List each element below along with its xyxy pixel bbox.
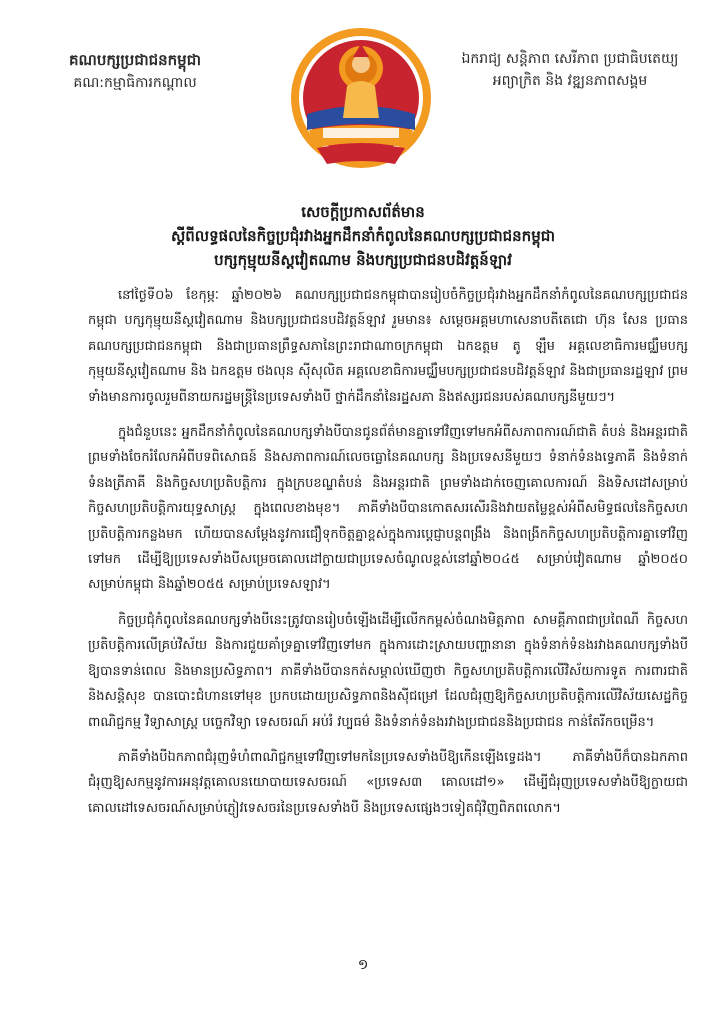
paragraph-3: កិច្ចប្រជុំកំពូលនៃគណបក្សទាំងបីនេះត្រូវបានរៀបចំឡើងដើម្បីលើកកម្ពស់ចំណងមិត្តភាព សាមគ្គីភាពជាប្រពៃណី កិច្ចសហប្រតិបត្តិការលើគ្រប់វិស័យ និងការជួយគាំទ្រគ្នាទៅវិញទៅមក ក្នុងការដោះស្រាយបញ្ហានានា ក្នុងទំនាក់ទំនងរវាងគណបក្សទាំងបី ឱ្យបានទាន់ពេល និងមានប្រសិទ្ធភាព។ ភាគីទាំងបីបានកត់សម្គាល់ឃើញថា កិច្ចសហប្រតិបត្តិការលើវិស័យការទូត ការពារជាតិ និងសន្តិសុខ បានបោះជំហានទៅមុខ ប្រកបដោយប្រសិទ្ធភាពនិងស៊ីជម្រៅ ដែលជំរុញឱ្យកិច្ចសហប្រតិបត្តិការលើវិស័យសេដ្ឋកិច្ច ពាណិជ្ជកម្ម វិទ្យាសាស្ត្រ បច្ចេកវិទ្យា ទេសចរណ៍ អប់រំ វប្បធម៌ និងទំនាក់ទំនងរវាងប្រជាជននិងប្រជាជន កាន់តែរីកចម្រើន។ bbox=[88, 612, 688, 730]
party-emblem-logo bbox=[287, 26, 435, 176]
title-press-release: សេចក្តីប្រកាសព័ត៌មាន bbox=[301, 203, 425, 221]
paragraph-4: ភាគីទាំងបីឯកភាពជំរុញទំហំពាណិជ្ជកម្មទៅវិញទៅមកនៃប្រទេសទាំងបីឱ្យកើនឡើងទ្វេដង។ ភាគីទាំងបីក៏បានឯកភាពជំរុញឱ្យសកម្មនូវការអនុវត្តគោលនយោបាយទេសចរណ៍ «ប្រទេស៣ គោលដៅ១» ដើម្បីជំរុញប្រទេសទាំងបីឱ្យក្លាយជាគោលដៅទេសចរណ៍សម្រាប់ភ្ញៀវទេសចរនៃប្រទេសទាំងបី និងប្រទេសផ្សេងៗទៀតជុំវិញពិភពលោក។ bbox=[88, 749, 688, 816]
motto-line-1: ឯករាជ្យ សន្តិភាព សេរីភាព ប្រជាធិបតេយ្យ bbox=[461, 51, 679, 67]
document-title bbox=[40, 200, 686, 272]
page-number: ១ bbox=[357, 957, 369, 973]
title-subject-line-1: ស្តីពីលទ្ធផលនៃកិច្ចប្រជុំរវាងអ្នកដឹកនាំកំពូលនៃគណបក្សប្រជាជនកម្ពុជា bbox=[170, 227, 555, 245]
title-subject-line-2: បក្សកុម្មុយនីស្តវៀតណាម និងបក្សប្រជាជនបដិវត្តន៍ឡាវ bbox=[214, 251, 512, 269]
paragraph-1: នៅថ្ងៃទី០៦ ខែកុម្ភៈ ឆ្នាំ២០២៦ គណបក្សប្រជាជនកម្ពុជាបានរៀបចំកិច្ចប្រជុំរវាងអ្នកដឹកនាំកំពូលនៃគណបក្សប្រជាជនកម្ពុជា បក្សកុម្មុយនីស្តវៀតណាម និងបក្សប្រជាជនបដិវត្តន៍ឡាវ រួមមាន៖ សម្តេចអគ្គមហាសេនាបតីតេជោ ហ៊ុន សែន ប្រធានគណបក្សប្រជាជនកម្ពុជា និងជាប្រធានព្រឹទ្ធសភានៃព្រះរាជាណាចក្រកម្ពុជា ឯកឧត្តម តូ ឡឹម អគ្គលេខាធិការមជ្ឈឹមបក្សកុម្មុយនីស្តវៀតណាម និង ឯកឧត្តម ថងលុន ស៊ីសុលិត អគ្គលេខាធិការមជ្ឈឹមបក្សប្រជាជនបដិវត្តន៍ឡាវ និងជាប្រធានរដ្ឋឡាវ ព្រមទាំងមានការចូលរួមពីនាយករដ្ឋមន្ត្រីនៃប្រទេសទាំងបី ថ្នាក់ដឹកនាំនៃរដ្ឋសភា និងឥស្សរជនរបស់គណបក្សនីមួយៗ។ bbox=[88, 288, 688, 405]
kingdom-motto bbox=[440, 48, 700, 92]
party-name: គណបក្សប្រជាជនកម្ពុជា bbox=[69, 51, 201, 69]
paragraph-2: ក្នុងជំនួបនេះ អ្នកដឹកនាំកំពូលនៃគណបក្សទាំងបីបានជូនព័ត៌មានគ្នាទៅវិញទៅមកអំពីសភាពការណ៍ជាតិ តំបន់ និងអន្តរជាតិ ព្រមទាំងចែករំលែកអំពីបទពិសោធន៍ និងសភាពការណ៍លេចធ្លោនៃគណបក្ស និងប្រទេសនីមួយៗ ទំនាក់ទំនងទ្វេភាគី និងទំនាក់ទំនងត្រីភាគី និងកិច្ចសហប្រតិបត្តិការ ក្នុងក្របខណ្ឌតំបន់ និងអន្តរជាតិ ព្រមទាំងដាក់ចេញគោលការណ៍ និងទិសដៅសម្រាប់កិច្ចសហប្រតិបត្តិការយុទ្ធសាស្ត្រ ក្នុងពេលខាងមុខ។ ភាគីទាំងបីបានកោតសរសើរនិងវាយតម្លៃខ្ពស់អំពីសមិទ្ធផលនៃកិច្ចសហប្រតិបត្តិការកន្លងមក ហើយបានសម្តែងនូវការជឿទុកចិត្តគ្នាខ្ពស់ក្នុងការប្តេជ្ញាបន្តពង្រឹង និងពង្រីកកិច្ចសហប្រតិបត្តិការគ្នាទៅវិញទៅមក ដើម្បីឱ្យប្រទេសទាំងបីសម្រេចគោលដៅក្លាយជាប្រទេសចំណូលខ្ពស់នៅឆ្នាំ២០៤៥ សម្រាប់វៀតណាម ឆ្នាំ២០៥០ សម្រាប់កម្ពុជា និងឆ្នាំ២០៥៥ សម្រាប់ប្រទេសឡាវ។ bbox=[88, 425, 688, 593]
emblem-icon bbox=[287, 26, 435, 176]
document-body bbox=[88, 283, 688, 831]
party-header bbox=[30, 48, 240, 94]
committee-name: គណ:កម្មាធិការកណ្តាល bbox=[73, 75, 197, 91]
motto-line-2: អព្យាក្រិត និង វឌ្ឍនភាពសង្គម bbox=[492, 73, 648, 89]
